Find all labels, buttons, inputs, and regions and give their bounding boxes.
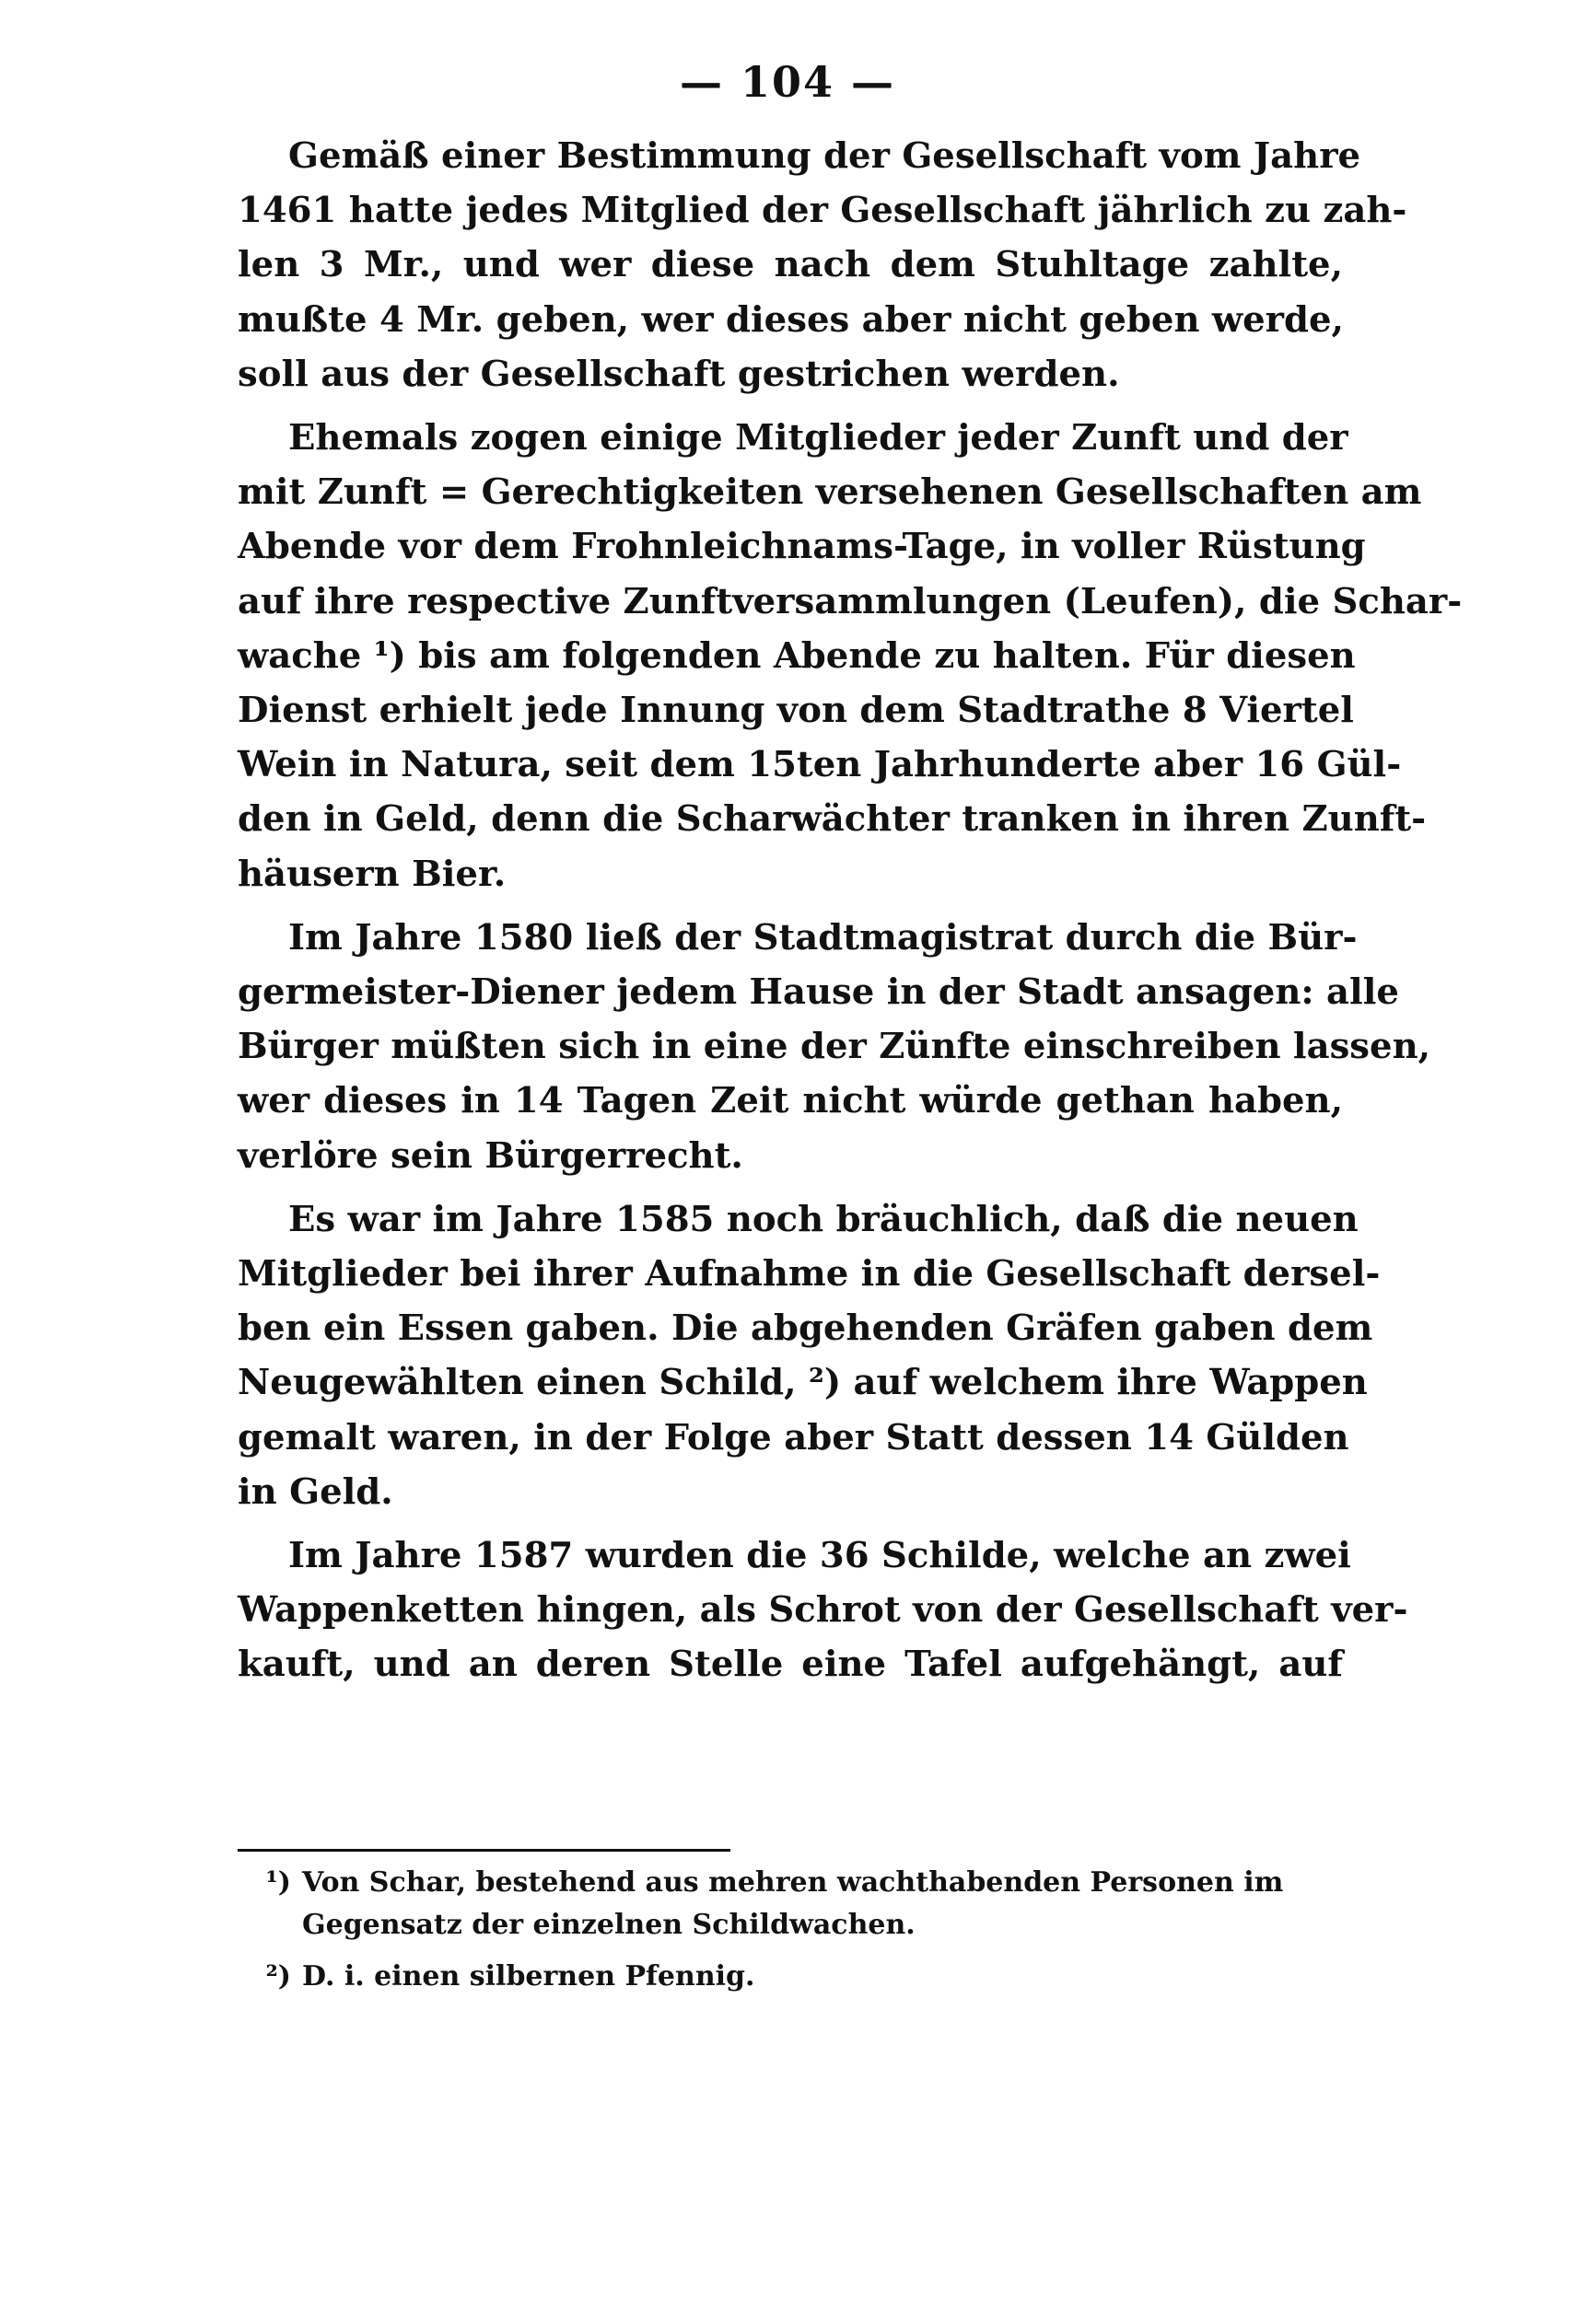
footnote-2 [238,1956,1343,1998]
text-line: gemalt waren, in der Folge aber Statt dessen 14 Gülden [238,1416,1349,1458]
text-line: den in Geld, denn die Scharwächter tranken in ihren Zunft- [238,798,1427,841]
text-line: Ehemals zogen einige Mitglieder jeder Zunft und der [288,417,1348,459]
paragraph-3 [238,911,1431,1183]
text-line: Dienst erhielt jede Innung von dem Stadtrathe 8 Viertel [238,690,1354,732]
text-line: mit Zunft = Gerechtigkeiten versehenen Gesellschaften am [238,471,1422,514]
text-line: Wein in Natura, seit dem 15ten Jahrhunderte aber 16 Gül- [238,744,1402,786]
footnotes [238,1862,1343,2007]
text-line: auf ihre respective Zunftversammlungen (Leufen), die Schar- [238,580,1463,622]
paragraph-1 [238,129,1407,401]
text-line: wer dieses in 14 Tagen Zeit nicht würde gethan haben, [238,1080,1343,1122]
text-line: Im Jahre 1587 wurden die 36 Schilde, welche an zwei [288,1535,1351,1577]
page-number: — 104 — [679,57,896,107]
text-line: Es war im Jahre 1585 noch bräuchlich, daß die neuen [288,1198,1359,1240]
footnote-1 [238,1862,1343,1946]
text-line: kauft, und an deren Stelle eine Tafel aufgehängt, auf [238,1644,1343,1686]
footnote-text: Von Schar, bestehend aus mehren wachthabenden Personen im Gegensatz der einzelnen Schildwachen. [302,1866,1284,1941]
text-line: Im Jahre 1580 ließ der Stadtmagistrat durch die Bür- [288,916,1358,959]
text-line: häusern Bier. [238,853,507,895]
paragraph-2 [238,411,1463,901]
paragraph-5 [238,1528,1408,1692]
text-line: verlöre sein Bürgerrecht. [238,1134,743,1177]
text-line: 1461 hatte jedes Mitglied der Gesellschaft jährlich zu zah- [238,190,1407,232]
footnote-text: D. i. einen silbernen Pfennig. [302,1960,755,1993]
text-line: Abende vor dem Frohnleichnams-Tage, in voller Rüstung [238,526,1366,568]
text-line: len 3 Mr., und wer diese nach dem Stuhltage zahlte, [238,244,1343,286]
text-line: Wappenketten hingen, als Schrot von der Gesellschaft ver- [238,1589,1408,1632]
footnote-marker: ²) [265,1960,291,1993]
text-line: mußte 4 Mr. geben, wer dieses aber nicht geben werde, [238,298,1344,341]
text-line: ben ein Essen gaben. Die abgehenden Gräfen gaben dem [238,1307,1373,1350]
footnote-divider [238,1849,730,1852]
text-line: Mitglieder bei ihrer Aufnahme in die Gesellschaft dersel- [238,1253,1381,1296]
body-text [238,129,1463,1692]
text-line: Bürger müßten sich in eine der Zünfte einschreiben lassen, [238,1026,1431,1068]
text-line: Neugewählten einen Schild, ²) auf welchem ihre Wappen [238,1362,1368,1404]
text-line: germeister-Diener jedem Hause in der Stadt ansagen: alle [238,971,1399,1014]
text-line: in Geld. [238,1470,393,1513]
text-line: Gemäß einer Bestimmung der Gesellschaft vom Jahre [288,135,1361,177]
text-line: soll aus der Gesellschaft gestrichen werden. [238,353,1120,395]
text-line: wache ¹) bis am folgenden Abende zu halten. Für diesen [238,634,1356,677]
footnote-marker: ¹) [265,1866,291,1899]
paragraph-4 [238,1192,1381,1519]
